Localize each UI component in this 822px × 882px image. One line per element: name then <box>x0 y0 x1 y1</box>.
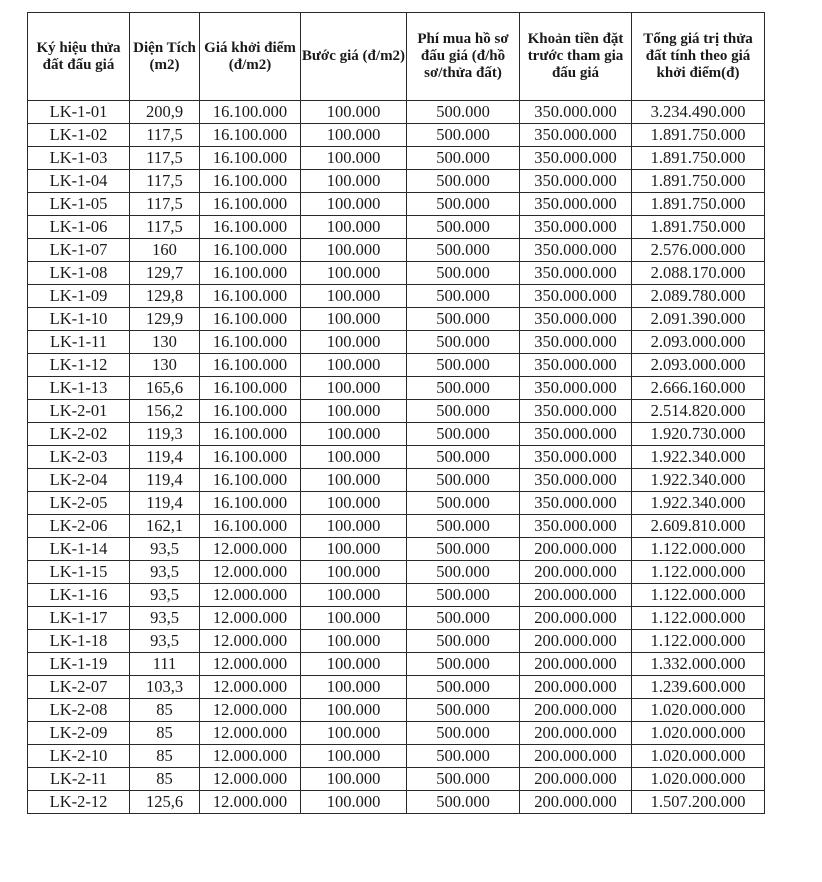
cell-lot-code: LK-1-05 <box>28 193 130 216</box>
cell-starting-price: 16.100.000 <box>200 469 301 492</box>
cell-deposit: 200.000.000 <box>520 722 632 745</box>
cell-deposit: 200.000.000 <box>520 653 632 676</box>
cell-lot-code: LK-1-17 <box>28 607 130 630</box>
cell-bid-step: 100.000 <box>301 377 407 400</box>
cell-dossier-fee: 500.000 <box>407 262 520 285</box>
cell-starting-price: 12.000.000 <box>200 607 301 630</box>
table-row <box>28 584 765 607</box>
cell-deposit: 200.000.000 <box>520 791 632 814</box>
cell-area: 117,5 <box>130 216 200 239</box>
cell-bid-step: 100.000 <box>301 745 407 768</box>
header-lot-code: Ký hiệu thửa đất đấu giá <box>28 13 130 101</box>
cell-starting-price: 12.000.000 <box>200 630 301 653</box>
cell-area: 119,4 <box>130 492 200 515</box>
cell-area: 117,5 <box>130 147 200 170</box>
cell-bid-step: 100.000 <box>301 423 407 446</box>
table-row <box>28 722 765 745</box>
cell-total-value: 1.122.000.000 <box>632 538 765 561</box>
table-row <box>28 768 765 791</box>
cell-deposit: 350.000.000 <box>520 239 632 262</box>
cell-dossier-fee: 500.000 <box>407 423 520 446</box>
cell-area: 85 <box>130 699 200 722</box>
cell-lot-code: LK-1-16 <box>28 584 130 607</box>
cell-dossier-fee: 500.000 <box>407 630 520 653</box>
cell-deposit: 350.000.000 <box>520 469 632 492</box>
header-total-value: Tổng giá trị thửa đất tính theo giá khởi điểm(đ) <box>632 13 765 101</box>
cell-starting-price: 16.100.000 <box>200 423 301 446</box>
cell-area: 162,1 <box>130 515 200 538</box>
header-dossier-fee: Phí mua hồ sơ đấu giá (đ/hồ sơ/thửa đất) <box>407 13 520 101</box>
cell-starting-price: 16.100.000 <box>200 377 301 400</box>
cell-lot-code: LK-1-12 <box>28 354 130 377</box>
cell-bid-step: 100.000 <box>301 469 407 492</box>
cell-bid-step: 100.000 <box>301 308 407 331</box>
cell-dossier-fee: 500.000 <box>407 538 520 561</box>
cell-total-value: 1.891.750.000 <box>632 124 765 147</box>
table-header-row <box>28 13 765 101</box>
cell-deposit: 350.000.000 <box>520 216 632 239</box>
cell-dossier-fee: 500.000 <box>407 515 520 538</box>
header-area: Diện Tích (m2) <box>130 13 200 101</box>
cell-bid-step: 100.000 <box>301 653 407 676</box>
cell-deposit: 350.000.000 <box>520 193 632 216</box>
cell-bid-step: 100.000 <box>301 170 407 193</box>
table-row <box>28 377 765 400</box>
cell-starting-price: 16.100.000 <box>200 285 301 308</box>
cell-lot-code: LK-2-06 <box>28 515 130 538</box>
cell-total-value: 1.507.200.000 <box>632 791 765 814</box>
cell-dossier-fee: 500.000 <box>407 170 520 193</box>
cell-area: 200,9 <box>130 101 200 124</box>
cell-starting-price: 12.000.000 <box>200 561 301 584</box>
cell-starting-price: 12.000.000 <box>200 653 301 676</box>
cell-bid-step: 100.000 <box>301 676 407 699</box>
cell-dossier-fee: 500.000 <box>407 607 520 630</box>
cell-lot-code: LK-2-05 <box>28 492 130 515</box>
cell-bid-step: 100.000 <box>301 285 407 308</box>
cell-dossier-fee: 500.000 <box>407 101 520 124</box>
table-row <box>28 699 765 722</box>
cell-dossier-fee: 500.000 <box>407 768 520 791</box>
cell-dossier-fee: 500.000 <box>407 239 520 262</box>
cell-total-value: 2.514.820.000 <box>632 400 765 423</box>
cell-bid-step: 100.000 <box>301 147 407 170</box>
cell-total-value: 3.234.490.000 <box>632 101 765 124</box>
cell-lot-code: LK-1-01 <box>28 101 130 124</box>
cell-total-value: 1.122.000.000 <box>632 561 765 584</box>
cell-dossier-fee: 500.000 <box>407 653 520 676</box>
cell-bid-step: 100.000 <box>301 446 407 469</box>
cell-total-value: 2.091.390.000 <box>632 308 765 331</box>
cell-total-value: 1.122.000.000 <box>632 607 765 630</box>
table-row <box>28 630 765 653</box>
table-row <box>28 147 765 170</box>
cell-starting-price: 16.100.000 <box>200 170 301 193</box>
cell-total-value: 2.093.000.000 <box>632 354 765 377</box>
cell-deposit: 350.000.000 <box>520 354 632 377</box>
cell-dossier-fee: 500.000 <box>407 331 520 354</box>
cell-area: 119,4 <box>130 446 200 469</box>
cell-deposit: 200.000.000 <box>520 676 632 699</box>
cell-deposit: 350.000.000 <box>520 377 632 400</box>
cell-lot-code: LK-1-14 <box>28 538 130 561</box>
cell-deposit: 350.000.000 <box>520 124 632 147</box>
cell-bid-step: 100.000 <box>301 101 407 124</box>
cell-deposit: 200.000.000 <box>520 699 632 722</box>
cell-deposit: 200.000.000 <box>520 630 632 653</box>
cell-total-value: 1.020.000.000 <box>632 745 765 768</box>
cell-area: 117,5 <box>130 170 200 193</box>
cell-deposit: 350.000.000 <box>520 308 632 331</box>
document-page <box>27 12 765 814</box>
cell-lot-code: LK-1-09 <box>28 285 130 308</box>
cell-starting-price: 16.100.000 <box>200 262 301 285</box>
cell-area: 129,7 <box>130 262 200 285</box>
cell-starting-price: 12.000.000 <box>200 699 301 722</box>
cell-area: 156,2 <box>130 400 200 423</box>
table-row <box>28 285 765 308</box>
cell-deposit: 350.000.000 <box>520 101 632 124</box>
cell-starting-price: 16.100.000 <box>200 147 301 170</box>
cell-starting-price: 16.100.000 <box>200 446 301 469</box>
cell-lot-code: LK-1-04 <box>28 170 130 193</box>
cell-total-value: 1.922.340.000 <box>632 469 765 492</box>
cell-area: 165,6 <box>130 377 200 400</box>
header-bid-step: Bước giá (đ/m2) <box>301 13 407 101</box>
cell-area: 130 <box>130 331 200 354</box>
cell-lot-code: LK-1-03 <box>28 147 130 170</box>
cell-starting-price: 16.100.000 <box>200 124 301 147</box>
cell-deposit: 350.000.000 <box>520 331 632 354</box>
cell-total-value: 1.891.750.000 <box>632 147 765 170</box>
cell-bid-step: 100.000 <box>301 515 407 538</box>
cell-deposit: 200.000.000 <box>520 768 632 791</box>
cell-bid-step: 100.000 <box>301 791 407 814</box>
cell-lot-code: LK-1-13 <box>28 377 130 400</box>
cell-bid-step: 100.000 <box>301 216 407 239</box>
cell-dossier-fee: 500.000 <box>407 147 520 170</box>
cell-lot-code: LK-2-04 <box>28 469 130 492</box>
cell-lot-code: LK-2-02 <box>28 423 130 446</box>
cell-bid-step: 100.000 <box>301 124 407 147</box>
cell-total-value: 1.332.000.000 <box>632 653 765 676</box>
cell-area: 111 <box>130 653 200 676</box>
cell-area: 160 <box>130 239 200 262</box>
cell-bid-step: 100.000 <box>301 768 407 791</box>
cell-area: 129,8 <box>130 285 200 308</box>
cell-bid-step: 100.000 <box>301 561 407 584</box>
cell-lot-code: LK-1-06 <box>28 216 130 239</box>
cell-lot-code: LK-2-03 <box>28 446 130 469</box>
cell-dossier-fee: 500.000 <box>407 400 520 423</box>
cell-starting-price: 12.000.000 <box>200 745 301 768</box>
cell-total-value: 2.089.780.000 <box>632 285 765 308</box>
cell-starting-price: 16.100.000 <box>200 515 301 538</box>
cell-lot-code: LK-2-09 <box>28 722 130 745</box>
cell-dossier-fee: 500.000 <box>407 561 520 584</box>
table-row <box>28 124 765 147</box>
cell-deposit: 350.000.000 <box>520 170 632 193</box>
cell-bid-step: 100.000 <box>301 722 407 745</box>
cell-total-value: 2.666.160.000 <box>632 377 765 400</box>
cell-lot-code: LK-1-18 <box>28 630 130 653</box>
table-row <box>28 791 765 814</box>
cell-area: 85 <box>130 722 200 745</box>
cell-total-value: 1.239.600.000 <box>632 676 765 699</box>
cell-total-value: 1.891.750.000 <box>632 193 765 216</box>
cell-total-value: 1.891.750.000 <box>632 170 765 193</box>
cell-total-value: 1.922.340.000 <box>632 492 765 515</box>
cell-lot-code: LK-2-12 <box>28 791 130 814</box>
cell-dossier-fee: 500.000 <box>407 722 520 745</box>
cell-lot-code: LK-2-08 <box>28 699 130 722</box>
cell-area: 93,5 <box>130 584 200 607</box>
cell-dossier-fee: 500.000 <box>407 699 520 722</box>
cell-total-value: 1.020.000.000 <box>632 768 765 791</box>
cell-lot-code: LK-1-10 <box>28 308 130 331</box>
cell-dossier-fee: 500.000 <box>407 469 520 492</box>
cell-dossier-fee: 500.000 <box>407 216 520 239</box>
cell-lot-code: LK-1-15 <box>28 561 130 584</box>
cell-starting-price: 12.000.000 <box>200 768 301 791</box>
cell-deposit: 350.000.000 <box>520 446 632 469</box>
table-row <box>28 653 765 676</box>
cell-starting-price: 12.000.000 <box>200 676 301 699</box>
cell-starting-price: 12.000.000 <box>200 584 301 607</box>
table-row <box>28 561 765 584</box>
table-row <box>28 745 765 768</box>
cell-starting-price: 12.000.000 <box>200 722 301 745</box>
table-row <box>28 354 765 377</box>
cell-total-value: 1.020.000.000 <box>632 699 765 722</box>
table-row <box>28 515 765 538</box>
cell-starting-price: 16.100.000 <box>200 216 301 239</box>
cell-starting-price: 16.100.000 <box>200 331 301 354</box>
cell-dossier-fee: 500.000 <box>407 492 520 515</box>
cell-area: 125,6 <box>130 791 200 814</box>
cell-total-value: 1.891.750.000 <box>632 216 765 239</box>
cell-bid-step: 100.000 <box>301 607 407 630</box>
cell-lot-code: LK-2-07 <box>28 676 130 699</box>
cell-dossier-fee: 500.000 <box>407 745 520 768</box>
cell-area: 85 <box>130 745 200 768</box>
cell-dossier-fee: 500.000 <box>407 446 520 469</box>
cell-deposit: 350.000.000 <box>520 515 632 538</box>
table-row <box>28 469 765 492</box>
cell-bid-step: 100.000 <box>301 262 407 285</box>
cell-area: 85 <box>130 768 200 791</box>
cell-area: 93,5 <box>130 561 200 584</box>
land-auction-table <box>27 12 765 814</box>
cell-dossier-fee: 500.000 <box>407 124 520 147</box>
table-row <box>28 676 765 699</box>
cell-total-value: 1.920.730.000 <box>632 423 765 446</box>
table-row <box>28 400 765 423</box>
cell-area: 93,5 <box>130 538 200 561</box>
cell-area: 117,5 <box>130 193 200 216</box>
cell-dossier-fee: 500.000 <box>407 584 520 607</box>
cell-deposit: 350.000.000 <box>520 285 632 308</box>
cell-deposit: 200.000.000 <box>520 561 632 584</box>
cell-area: 93,5 <box>130 630 200 653</box>
cell-starting-price: 16.100.000 <box>200 492 301 515</box>
cell-lot-code: LK-2-10 <box>28 745 130 768</box>
header-starting-price: Giá khởi điểm (đ/m2) <box>200 13 301 101</box>
cell-lot-code: LK-2-11 <box>28 768 130 791</box>
table-body <box>28 101 765 814</box>
table-row <box>28 423 765 446</box>
cell-area: 130 <box>130 354 200 377</box>
cell-total-value: 2.088.170.000 <box>632 262 765 285</box>
table-row <box>28 170 765 193</box>
table-row <box>28 193 765 216</box>
cell-starting-price: 16.100.000 <box>200 308 301 331</box>
cell-dossier-fee: 500.000 <box>407 308 520 331</box>
cell-deposit: 200.000.000 <box>520 584 632 607</box>
cell-lot-code: LK-1-02 <box>28 124 130 147</box>
cell-bid-step: 100.000 <box>301 193 407 216</box>
cell-area: 119,4 <box>130 469 200 492</box>
cell-starting-price: 16.100.000 <box>200 101 301 124</box>
cell-dossier-fee: 500.000 <box>407 285 520 308</box>
table-row <box>28 101 765 124</box>
cell-deposit: 350.000.000 <box>520 147 632 170</box>
cell-total-value: 2.093.000.000 <box>632 331 765 354</box>
cell-area: 129,9 <box>130 308 200 331</box>
cell-dossier-fee: 500.000 <box>407 377 520 400</box>
table-row <box>28 331 765 354</box>
table-row <box>28 239 765 262</box>
cell-area: 117,5 <box>130 124 200 147</box>
table-row <box>28 216 765 239</box>
table-row <box>28 262 765 285</box>
cell-deposit: 350.000.000 <box>520 262 632 285</box>
cell-starting-price: 16.100.000 <box>200 354 301 377</box>
table-row <box>28 492 765 515</box>
cell-deposit: 200.000.000 <box>520 538 632 561</box>
cell-bid-step: 100.000 <box>301 584 407 607</box>
cell-starting-price: 12.000.000 <box>200 538 301 561</box>
cell-bid-step: 100.000 <box>301 699 407 722</box>
cell-area: 93,5 <box>130 607 200 630</box>
cell-deposit: 350.000.000 <box>520 400 632 423</box>
cell-dossier-fee: 500.000 <box>407 193 520 216</box>
cell-starting-price: 12.000.000 <box>200 791 301 814</box>
cell-total-value: 2.609.810.000 <box>632 515 765 538</box>
table-row <box>28 446 765 469</box>
table-row <box>28 607 765 630</box>
cell-bid-step: 100.000 <box>301 630 407 653</box>
cell-deposit: 350.000.000 <box>520 492 632 515</box>
cell-area: 119,3 <box>130 423 200 446</box>
cell-lot-code: LK-1-11 <box>28 331 130 354</box>
cell-starting-price: 16.100.000 <box>200 400 301 423</box>
cell-total-value: 1.122.000.000 <box>632 630 765 653</box>
cell-starting-price: 16.100.000 <box>200 193 301 216</box>
cell-area: 103,3 <box>130 676 200 699</box>
cell-lot-code: LK-2-01 <box>28 400 130 423</box>
cell-dossier-fee: 500.000 <box>407 354 520 377</box>
cell-bid-step: 100.000 <box>301 331 407 354</box>
cell-dossier-fee: 500.000 <box>407 791 520 814</box>
cell-total-value: 1.020.000.000 <box>632 722 765 745</box>
cell-deposit: 200.000.000 <box>520 607 632 630</box>
cell-total-value: 1.922.340.000 <box>632 446 765 469</box>
cell-total-value: 1.122.000.000 <box>632 584 765 607</box>
cell-deposit: 350.000.000 <box>520 423 632 446</box>
cell-bid-step: 100.000 <box>301 538 407 561</box>
table-row <box>28 308 765 331</box>
cell-starting-price: 16.100.000 <box>200 239 301 262</box>
cell-lot-code: LK-1-07 <box>28 239 130 262</box>
cell-lot-code: LK-1-19 <box>28 653 130 676</box>
cell-bid-step: 100.000 <box>301 354 407 377</box>
cell-dossier-fee: 500.000 <box>407 676 520 699</box>
cell-total-value: 2.576.000.000 <box>632 239 765 262</box>
cell-lot-code: LK-1-08 <box>28 262 130 285</box>
cell-bid-step: 100.000 <box>301 400 407 423</box>
cell-bid-step: 100.000 <box>301 239 407 262</box>
header-deposit: Khoản tiền đặt trước tham gia đấu giá <box>520 13 632 101</box>
cell-bid-step: 100.000 <box>301 492 407 515</box>
cell-deposit: 200.000.000 <box>520 745 632 768</box>
table-row <box>28 538 765 561</box>
